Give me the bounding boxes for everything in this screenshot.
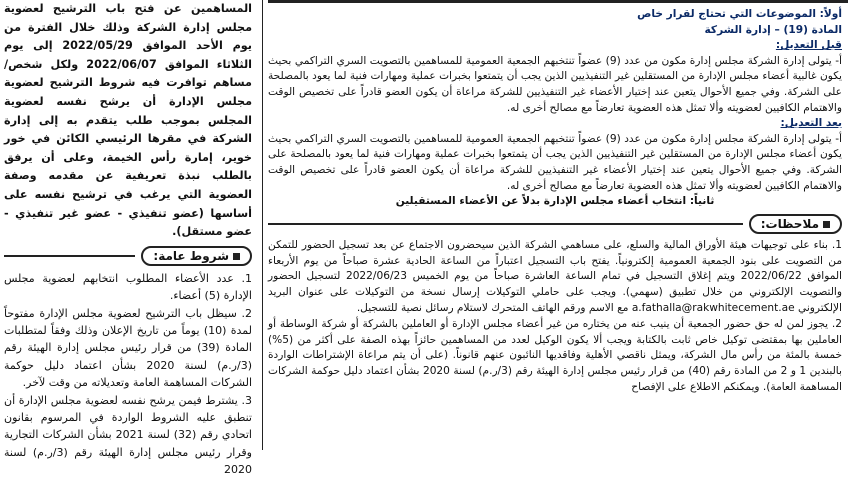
heading-rule <box>4 255 135 257</box>
right-column <box>268 0 848 450</box>
condition-item: 1. عدد الأعضاء المطلوب انتخابهم لعضوية مجلس الإدارة (5) أعضاء. <box>4 271 252 303</box>
top-rule <box>268 0 848 3</box>
square-bullet-icon <box>823 221 830 228</box>
notes-heading-row <box>268 214 842 234</box>
after-text: أ- يتولى إدارة الشركة مجلس إدارة مكون من عدد (9) عضواً تنتخبهم الجمعية العمومية للمساهمين بالتصويت السري التراكمي بحيث يكون أعضاء مجلس الإدارة من المستقلين غير التنفيذيين الذين يجب أن يتمتعوا بخبرات عملية ومهارات فنية لما يعود بالمصلحة على الشركة. وفي جميع الأحوال يتعين عند إختيار الأعضاء غير التنفيذيين للشركة مراعاة أن يكون العضو قادراً على تخصيص الوقت والاهتمام الكافيين لعضويته وألا تمثل هذه العضوية تعارضاً مع مصالح أخرى له. <box>268 132 842 192</box>
notes-pill <box>749 214 842 234</box>
after-label: بعد التعديل: <box>780 117 842 130</box>
condition-item: 3. يشترط فيمن يرشح نفسه لعضوية مجلس الإدارة أن تنطبق عليه الشروط الواردة في المرسوم بقانون اتحادي رقم (32) لسنة 2021 بشأن الشركات التجارية وقرار رئيس مجلس إدارة الهيئة رقم (3/ر.م) لسنة 2020 <box>4 393 252 477</box>
second-heading: ثانياً: انتخاب أعضاء مجلس الإدارة بدلاً عن الأعضاء المستقيلين <box>395 195 715 208</box>
column-divider <box>262 0 263 450</box>
intro-text: المساهمين عن فتح باب الترشيح لعضوية مجلس إدارة الشركة وذلك خلال الفترة من يوم الأحد الموافق 2022/05/29 إلى يوم الثلاثاء الموافق 2022/06/07 ولكل شخص/ مساهم توافرت فيه شروط الترشيح لعضوية مجلس الإدارة أن يرشح نفسه لعضوية المجلس بموجب طلب يتقدم به إلى إدارة الشركة في مقرها الرئيسي الكائن في خور خوير، إمارة رأس الخيمة، وعلى أن يرفق بالطلب نبذة تعريفية عن مقدمه وصفة العضوية التي يرغب في ترشيح نفسه على أساسها (عضو تنفيذي - عضو غير تنفيذي - عضو مستقل). <box>4 2 252 239</box>
notes-heading: ملاحظات: <box>760 216 819 231</box>
article-heading: المادة (19) – إدارة الشركة <box>704 23 842 36</box>
note-item: 1. بناء على توجيهات هيئة الأوراق المالية والسلع، على مساهمي الشركة الذين سيحضرون الاجتماع عن بعد تسجيل الحضور للتمكن من التصويت على بنود الجمعية العمومية إلكترونياً. يفتح باب التسجيل اعتباراً من الساعة الحادية عشرة صباحاً من يوم الأربعاء الموافق 2022/06/22 ويتم إغلاق التسجيل في تمام الساعة العاشرة صباحاً من يوم الخميس 2022/06/23 لتسجيل الحضور والتصويت الإلكتروني من خلال تطبيق (سهمي). ويجب على حاملي التوكيلات إرسال نسخة من التوكيلات على عنوان البريد الإلكتروني a.fathalla@rakwhitecement.ae مع الاسم ورقم الهاتف المتحرك لاستلام رسائل نصية للتسجيل. <box>268 238 843 314</box>
note-item: 2. يجوز لمن له حق حضور الجمعية أن ينيب عنه من يختاره من غير أعضاء مجلس الإدارة أو العاملين بالشركة أو شركة الوساطة أو العاملين بها بمقتضى توكيل خاص ثابت بالكتابة ويجب ألا يكون الوكيل لعدد من المساهمين حائزاً بهذه الصفة على أكثر من (5%) خمسة بالمئة من رأس مال الشركة، ويمثل ناقصي الأهلية وفاقديها النائبون عنهم قانوناً. (على أن يتم مراعاة الإشتراطات الواردة بالبندين 1 و 2 من المادة رقم (40) من قرار رئيس مجلس إدارة الهيئة رقم (3/ر.م) لسنة 2020 بشأن اعتماد دليل حوكمة الشركات المساهمة العامة). ويمكنكم الاطلاع على الإفصاح <box>268 317 842 393</box>
general-conditions-list <box>4 270 252 479</box>
heading-rule <box>268 223 743 225</box>
general-heading-row <box>4 246 252 266</box>
notes-list <box>268 238 842 396</box>
left-column <box>0 0 258 477</box>
general-heading: شروط عامة: <box>153 248 229 263</box>
square-bullet-icon <box>233 253 240 260</box>
condition-item: 2. سيظل باب الترشيح لعضوية مجلس الإدارة مفتوحاً لمدة (10) يوماً من تاريخ الإعلان وذلك وفقاً لمتطلبات المادة (39) من قرار رئيس مجلس إدارة الهيئة رقم (3/ر.م) لسنة 2020 بشأن اعتماد دليل حوكمة الشركات المساهمة العامة وتعديلاته من وقت لآخر. <box>4 306 253 390</box>
before-label: قبل التعديل: <box>775 39 842 52</box>
general-pill <box>141 246 252 266</box>
lead-heading: أولاً: الموضوعات التي تحتاج لقرار خاص <box>637 8 842 20</box>
before-text: أ- يتولى إدارة الشركة مجلس إدارة مكون من عدد (9) عضواً تنتخبهم الجمعية العمومية للمساهمين بالتصويت السري التراكمي بحيث يكون غالبية أعضاء مجلس الإدارة من المستقلين غير التنفيذيين الذين يجب أن يتمتعوا بخبرات عملية ومهارات فنية لما يعود بالمصلحة على الشركة. وفي جميع الأحوال يتعين عند إختيار الأعضاء غير التنفيذيين للشركة مراعاة أن يكون العضو قادراً على تخصيص الوقت والاهتمام الكافيين لعضويته وألا تمثل هذه العضوية تعارضاً مع مصالح أخرى له. <box>268 54 842 114</box>
